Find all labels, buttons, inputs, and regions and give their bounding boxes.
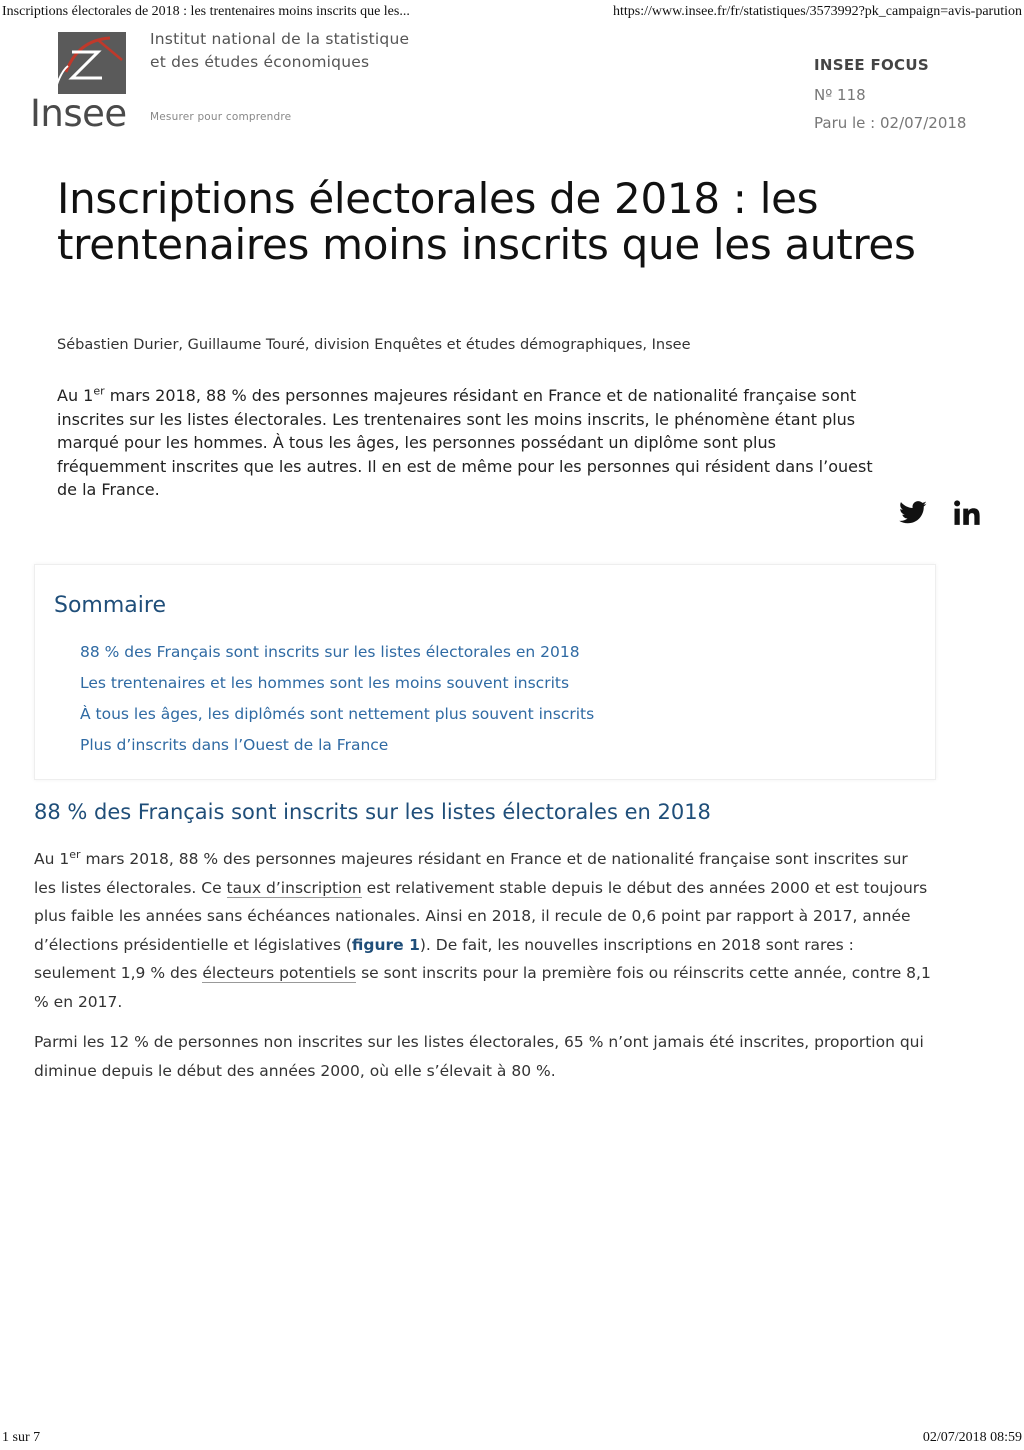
- paragraph-text: ). De fait, les nouvelles inscriptions en 2018 sont rares : seulement 1,9 % des: [34, 935, 854, 982]
- table-of-contents: [34, 564, 936, 780]
- paragraph-text: se sont inscrits pour la première fois ou réinscrits cette année, contre 8,1 % en 2017.: [34, 964, 931, 1011]
- toc-link-thirties-men[interactable]: Les trentenaires et les hommes sont les moins souvent inscrits: [80, 674, 570, 692]
- section-title: 88 % des Français sont inscrits sur les listes électorales en 2018: [34, 800, 711, 824]
- print-header: [0, 4, 1024, 22]
- institute-line-1: Institut national de la statistique: [150, 30, 410, 48]
- share-twitter-button[interactable]: [898, 498, 930, 530]
- toc-link-inscription-rate[interactable]: 88 % des Français sont inscrits sur les listes électorales en 2018: [80, 643, 580, 661]
- lead-text-start: Au 1: [57, 386, 94, 405]
- paragraph-text: mars 2018, 88 % des personnes majeures résidant en France et de nationalité française sont inscrites sur les listes électorales. Ce: [34, 850, 908, 897]
- publication-date: Paru le : 02/07/2018: [814, 114, 967, 132]
- definition-link-taux-inscription[interactable]: taux d’inscription: [226, 878, 362, 897]
- linkedin-icon: [952, 498, 982, 528]
- insee-logo-mark-icon: [58, 32, 126, 94]
- lead-text-end: mars 2018, 88 % des personnes majeures résidant en France et de nationalité française sont inscrites sur les listes électorales. Les trentenaires sont les moins inscrits, le phénomène étant plus marqué pour les hommes. À tous les âges, les personnes possédant un diplôme sont plus fréquemment inscrites que les autres. Il en est de même pour les personnes qui résident dans l’ouest de la France.: [57, 386, 873, 499]
- insee-logo[interactable]: [30, 32, 130, 135]
- share-linkedin-button[interactable]: [952, 498, 984, 530]
- print-url: https://www.insee.fr/fr/statistiques/3573992?pk_campaign=avis-parution: [612, 4, 1022, 19]
- twitter-icon: [898, 498, 928, 528]
- lead-superscript: er: [93, 384, 105, 398]
- paragraph-superscript: er: [69, 847, 81, 861]
- figure-1-link[interactable]: figure 1: [351, 935, 420, 954]
- paragraph-text: est relativement stable depuis le début des années 2000 et est toujours plus faible les années sans échéances nationales. Ainsi en 2018, il recule de 0,6 point par rapport à 2017, année d’élections présidentielle et législatives (: [34, 878, 928, 954]
- toc-link-west-france[interactable]: Plus d’inscrits dans l’Ouest de la France: [80, 736, 389, 754]
- publication-series: INSEE FOCUS: [814, 56, 929, 74]
- paragraph-text: Au 1: [34, 850, 70, 868]
- toc-list: [80, 637, 594, 761]
- publication-meta: [814, 56, 966, 132]
- article-authors: Sébastien Durier, Guillaume Touré, division Enquêtes et études démographiques, Insee: [57, 337, 691, 353]
- tagline: Mesurer pour comprendre: [150, 111, 292, 123]
- institute-line-2: et des études économiques: [150, 53, 370, 71]
- article-lead: [57, 384, 877, 502]
- article-title: Inscriptions électorales de 2018 : les trentenaires moins inscrits que les autres: [57, 174, 916, 269]
- print-doc-title: Inscriptions électorales de 2018 : les trentenaires moins inscrits que les...: [2, 4, 410, 19]
- logo-wordmark: Insee: [30, 92, 127, 135]
- toc-title: Sommaire: [54, 593, 166, 618]
- institute-name: [150, 28, 409, 74]
- print-datetime: 02/07/2018 08:59: [922, 1430, 1022, 1445]
- print-footer: [0, 1430, 1024, 1448]
- toc-link-graduates[interactable]: À tous les âges, les diplômés sont nettement plus souvent inscrits: [80, 705, 595, 723]
- section-paragraph-2: Parmi les 12 % de personnes non inscrites sur les listes électorales, 65 % n’ont jamais été inscrites, proportion qui diminue depuis le début des années 2000, où elle s’élevait à 80 %.: [34, 1033, 924, 1080]
- definition-link-electeurs-potentiels[interactable]: électeurs potentiels: [202, 964, 357, 982]
- section-paragraph-1: [34, 845, 934, 1016]
- publication-number: Nº 118: [814, 86, 866, 104]
- print-page-number: 1 sur 7: [2, 1430, 41, 1445]
